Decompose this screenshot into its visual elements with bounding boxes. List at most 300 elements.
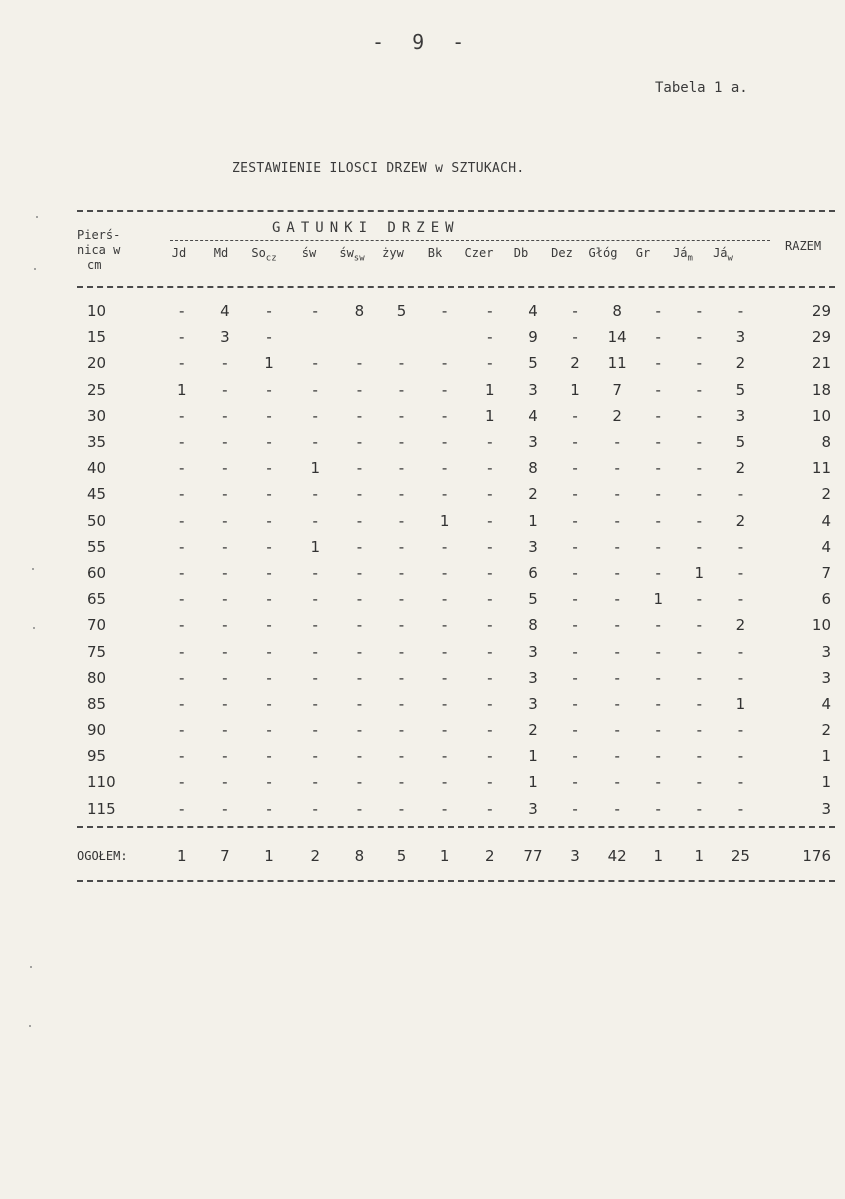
count-cell: - <box>696 747 703 766</box>
table-row <box>77 769 835 795</box>
count-cell: - <box>398 537 405 556</box>
count-cell: - <box>356 747 363 766</box>
count-cell: - <box>737 642 744 661</box>
table-row <box>77 638 835 664</box>
count-cell: 7 <box>612 380 622 399</box>
count-cell: - <box>487 668 493 687</box>
count-cell: - <box>572 302 578 321</box>
count-cell: 3 <box>528 694 538 713</box>
count-cell: - <box>655 668 661 687</box>
count-cell: 2 <box>612 406 622 425</box>
count-cell: - <box>441 406 448 425</box>
count-cell: - <box>356 694 363 713</box>
count-cell: - <box>398 433 405 452</box>
count-cell: - <box>696 799 703 818</box>
top-rule <box>77 210 835 212</box>
totals-label: OGOŁEM: <box>77 849 128 863</box>
count-cell: - <box>572 721 578 740</box>
species-header <box>583 246 623 260</box>
count-cell: - <box>312 773 318 792</box>
count-cell: - <box>487 354 493 373</box>
count-cell: - <box>179 459 185 478</box>
count-cell: - <box>487 328 493 347</box>
count-cell: - <box>179 433 185 452</box>
scan-speck <box>36 216 38 218</box>
species-header <box>159 246 199 260</box>
count-cell: - <box>614 433 620 452</box>
count-cell: - <box>614 642 620 661</box>
species-header-label: Jd <box>171 246 187 260</box>
count-cell: - <box>487 537 493 556</box>
count-cell: - <box>696 459 703 478</box>
diameter-cell: 115 <box>87 799 116 818</box>
count-cell: - <box>312 302 318 321</box>
species-header-subscript: sw <box>353 253 365 264</box>
count-cell: 4 <box>528 302 538 321</box>
count-cell: - <box>696 406 703 425</box>
count-cell: - <box>737 747 744 766</box>
total-header: RAZEM <box>785 239 822 253</box>
scan-speck <box>30 966 32 968</box>
count-cell: - <box>398 590 405 609</box>
count-cell: - <box>441 537 448 556</box>
table-row <box>77 534 835 560</box>
table-row <box>77 403 835 429</box>
diameter-cell: 30 <box>87 406 107 425</box>
diameter-cell: 65 <box>87 590 107 609</box>
count-cell: - <box>572 590 578 609</box>
count-cell <box>293 324 338 350</box>
count-cell: 2 <box>735 511 746 530</box>
count-cell: - <box>266 459 272 478</box>
count-cell: 1 <box>176 380 187 399</box>
count-cell: - <box>441 485 448 504</box>
species-header-label: żyw <box>382 246 404 260</box>
species-header <box>289 246 329 260</box>
count-cell: - <box>572 773 578 792</box>
count-cell: - <box>179 406 185 425</box>
count-cell: - <box>266 511 272 530</box>
count-cell: - <box>312 406 318 425</box>
header-bottom-rule <box>77 286 835 288</box>
table-row <box>77 665 835 691</box>
count-cell: - <box>655 773 661 792</box>
count-cell: - <box>441 459 448 478</box>
count-cell: - <box>312 616 318 635</box>
count-cell: - <box>179 799 185 818</box>
count-cell: - <box>356 354 363 373</box>
species-total-cell: 77 <box>523 847 543 865</box>
count-cell: - <box>655 721 661 740</box>
count-cell: 1 <box>485 406 495 425</box>
count-cell: - <box>312 642 318 661</box>
count-cell: - <box>655 799 661 818</box>
count-cell: 1 <box>485 380 495 399</box>
count-cell: - <box>356 537 363 556</box>
count-cell: - <box>487 590 493 609</box>
count-cell: - <box>398 773 405 792</box>
count-cell: - <box>312 380 318 399</box>
count-cell: - <box>572 406 578 425</box>
species-header-label: Já <box>673 246 688 260</box>
count-cell: - <box>696 773 703 792</box>
count-cell: - <box>572 616 578 635</box>
count-cell: 4 <box>220 302 230 321</box>
count-cell: - <box>356 590 363 609</box>
species-total-cell: 3 <box>570 847 580 865</box>
row-total-cell: 4 <box>821 537 831 556</box>
count-cell: - <box>312 799 318 818</box>
count-cell: - <box>398 694 405 713</box>
document-title: ZESTAWIENIE ILOSCI DRZEW w SZTUKACH. <box>232 161 525 176</box>
count-cell: - <box>266 433 272 452</box>
count-cell: - <box>398 747 405 766</box>
count-cell: - <box>655 747 661 766</box>
count-cell: - <box>398 642 405 661</box>
count-cell: - <box>222 433 228 452</box>
diameter-cell: 50 <box>87 511 107 530</box>
species-total-cell: 2 <box>310 847 321 865</box>
count-cell: - <box>696 537 703 556</box>
count-cell: - <box>487 642 493 661</box>
count-cell: - <box>179 721 185 740</box>
row-total-cell: 4 <box>821 694 831 713</box>
count-cell: - <box>266 537 272 556</box>
count-cell: 1 <box>570 380 580 399</box>
count-cell: - <box>572 694 578 713</box>
species-total-cell: 7 <box>220 847 230 865</box>
count-cell: - <box>179 642 185 661</box>
count-cell: - <box>179 563 185 582</box>
row-total-cell: 4 <box>821 511 831 530</box>
count-cell: 4 <box>528 406 538 425</box>
row-total-cell: 6 <box>821 590 831 609</box>
count-cell: - <box>398 563 405 582</box>
count-cell: - <box>222 354 228 373</box>
count-cell: - <box>655 511 661 530</box>
count-cell: - <box>356 616 363 635</box>
species-header <box>501 246 541 260</box>
species-header <box>459 246 499 260</box>
species-header <box>373 246 413 260</box>
species-total-cell: 2 <box>485 847 495 865</box>
species-header <box>244 246 284 263</box>
count-cell: 2 <box>570 354 580 373</box>
count-cell: 5 <box>735 380 746 399</box>
count-cell: - <box>572 459 578 478</box>
count-cell: - <box>441 433 448 452</box>
count-cell: - <box>441 590 448 609</box>
count-cell: - <box>441 642 448 661</box>
count-cell: - <box>487 511 493 530</box>
diameter-cell: 45 <box>87 485 107 504</box>
species-header-subscript: w <box>727 253 733 264</box>
count-cell: - <box>487 459 493 478</box>
diameter-cell: 40 <box>87 459 107 478</box>
diameter-cell: 110 <box>87 773 116 792</box>
count-cell: - <box>398 354 405 373</box>
species-header-label: Já <box>713 246 728 260</box>
count-cell: - <box>266 773 272 792</box>
count-cell: - <box>222 511 228 530</box>
count-cell: - <box>614 563 620 582</box>
totals-row <box>77 843 835 869</box>
count-cell: - <box>312 668 318 687</box>
count-cell: 1 <box>735 694 746 713</box>
diameter-header-line3: cm <box>87 258 102 272</box>
count-cell: - <box>441 668 448 687</box>
count-cell: 1 <box>528 773 538 792</box>
body-bottom-rule <box>77 826 835 828</box>
species-total-cell: 8 <box>354 847 365 865</box>
count-cell: - <box>696 616 703 635</box>
species-total-cell: 1 <box>439 847 450 865</box>
table-row <box>77 298 835 324</box>
count-cell: - <box>614 590 620 609</box>
count-cell: - <box>266 302 272 321</box>
count-cell: - <box>441 799 448 818</box>
count-cell: - <box>737 485 744 504</box>
count-cell: 3 <box>220 328 230 347</box>
count-cell: - <box>441 694 448 713</box>
scan-speck <box>32 568 34 570</box>
count-cell: - <box>737 537 744 556</box>
count-cell: 1 <box>653 590 664 609</box>
species-total-cell: 5 <box>396 847 407 865</box>
count-cell: - <box>655 563 661 582</box>
count-cell: - <box>614 485 620 504</box>
count-cell: - <box>356 511 363 530</box>
row-total-cell: 21 <box>811 354 831 373</box>
count-cell: 5 <box>528 354 538 373</box>
count-cell: - <box>655 302 661 321</box>
diameter-cell: 15 <box>87 328 107 347</box>
count-cell: - <box>179 511 185 530</box>
count-cell: - <box>222 668 228 687</box>
group-rule <box>170 240 770 241</box>
count-cell: 8 <box>612 302 622 321</box>
count-cell: - <box>222 406 228 425</box>
count-cell: 2 <box>735 354 746 373</box>
diameter-header-line1: Pierś- <box>77 228 121 242</box>
count-cell: - <box>614 459 620 478</box>
species-header-label: Głóg <box>588 246 618 260</box>
species-total-cell: 1 <box>694 847 705 865</box>
count-cell: - <box>487 563 493 582</box>
count-cell: - <box>572 328 578 347</box>
species-header-label: Db <box>513 246 529 260</box>
row-total-cell: 3 <box>821 668 831 687</box>
count-cell: - <box>398 721 405 740</box>
count-cell: 1 <box>310 459 321 478</box>
count-cell: - <box>487 799 493 818</box>
count-cell: - <box>655 354 661 373</box>
count-cell: - <box>655 380 661 399</box>
count-cell: - <box>441 563 448 582</box>
count-cell: - <box>737 302 744 321</box>
count-cell: - <box>179 354 185 373</box>
count-cell: - <box>655 328 661 347</box>
count-cell: 9 <box>528 328 538 347</box>
count-cell: - <box>737 799 744 818</box>
count-cell: - <box>655 694 661 713</box>
count-cell: - <box>614 747 620 766</box>
totals-bottom-rule <box>77 880 835 882</box>
count-cell: - <box>356 642 363 661</box>
count-cell: - <box>737 563 744 582</box>
count-cell: - <box>655 406 661 425</box>
count-cell: - <box>572 799 578 818</box>
count-cell: - <box>266 616 272 635</box>
table-row <box>77 455 835 481</box>
table-row <box>77 586 835 612</box>
table-row <box>77 324 835 350</box>
count-cell: - <box>356 380 363 399</box>
species-header-label: Dez <box>551 246 573 260</box>
count-cell: - <box>356 406 363 425</box>
species-header-subscript: m <box>687 253 693 264</box>
count-cell: 8 <box>528 459 538 478</box>
count-cell: - <box>222 773 228 792</box>
species-total-cell: 42 <box>607 847 627 865</box>
count-cell: - <box>179 694 185 713</box>
table-row <box>77 612 835 638</box>
diameter-cell: 75 <box>87 642 107 661</box>
count-cell: - <box>222 485 228 504</box>
count-cell: 3 <box>528 799 538 818</box>
count-cell: - <box>222 563 228 582</box>
count-cell: - <box>266 747 272 766</box>
count-cell: - <box>487 721 493 740</box>
species-header <box>703 246 743 263</box>
count-cell: 11 <box>607 354 627 373</box>
grand-total-cell: 176 <box>802 847 831 865</box>
count-cell: - <box>655 537 661 556</box>
table-row <box>77 429 835 455</box>
count-cell: - <box>398 799 405 818</box>
row-total-cell: 1 <box>821 773 831 792</box>
count-cell: - <box>356 485 363 504</box>
count-cell: - <box>696 433 703 452</box>
count-cell: - <box>266 328 272 347</box>
count-cell: - <box>614 694 620 713</box>
count-cell: 14 <box>607 328 627 347</box>
count-cell: - <box>356 459 363 478</box>
count-cell: - <box>266 380 272 399</box>
count-cell: - <box>398 406 405 425</box>
count-cell: 1 <box>528 747 538 766</box>
table-row <box>77 717 835 743</box>
table-row <box>77 743 835 769</box>
count-cell: - <box>266 485 272 504</box>
count-cell: - <box>572 668 578 687</box>
row-total-cell: 2 <box>821 721 831 740</box>
count-cell: - <box>696 328 703 347</box>
count-cell: - <box>614 799 620 818</box>
count-cell: 3 <box>528 642 538 661</box>
count-cell: - <box>696 668 703 687</box>
count-cell: - <box>312 590 318 609</box>
count-cell: - <box>696 354 703 373</box>
row-total-cell: 3 <box>821 642 831 661</box>
count-cell: - <box>737 590 744 609</box>
count-cell <box>338 324 381 350</box>
count-cell: - <box>179 537 185 556</box>
species-header-label: św <box>301 246 317 260</box>
diameter-header <box>77 228 120 273</box>
count-cell: - <box>266 694 272 713</box>
diameter-cell: 95 <box>87 747 107 766</box>
species-header <box>201 246 241 260</box>
diameter-cell: 20 <box>87 354 107 373</box>
scan-speck <box>34 268 36 270</box>
count-cell: - <box>312 563 318 582</box>
species-header-subscript: cz <box>265 253 277 264</box>
diameter-cell: 25 <box>87 380 107 399</box>
count-cell: - <box>614 668 620 687</box>
species-header <box>332 246 372 263</box>
count-cell: - <box>312 354 318 373</box>
count-cell: - <box>441 302 448 321</box>
species-total-cell: 1 <box>653 847 664 865</box>
count-cell <box>422 324 467 350</box>
count-cell: - <box>312 433 318 452</box>
count-cell: - <box>441 380 448 399</box>
diameter-cell: 60 <box>87 563 107 582</box>
count-cell: 3 <box>528 668 538 687</box>
scan-speck <box>33 627 35 629</box>
count-cell: - <box>179 747 185 766</box>
count-cell: 5 <box>396 302 407 321</box>
count-cell: - <box>572 642 578 661</box>
count-cell: - <box>398 380 405 399</box>
count-cell: - <box>222 380 228 399</box>
count-cell: - <box>614 616 620 635</box>
row-total-cell: 8 <box>821 433 831 452</box>
diameter-cell: 80 <box>87 668 107 687</box>
count-cell: 3 <box>528 537 538 556</box>
count-cell: - <box>312 694 318 713</box>
count-cell: - <box>487 485 493 504</box>
count-cell: 8 <box>528 616 538 635</box>
table-row <box>77 796 835 822</box>
row-total-cell: 29 <box>811 302 831 321</box>
row-total-cell: 29 <box>811 328 831 347</box>
species-header-label: Gr <box>635 246 651 260</box>
count-cell: - <box>441 721 448 740</box>
count-cell: - <box>441 354 448 373</box>
count-cell: 6 <box>528 563 538 582</box>
count-cell: - <box>398 616 405 635</box>
count-cell: - <box>487 773 493 792</box>
species-header <box>542 246 582 260</box>
row-total-cell: 10 <box>811 616 831 635</box>
count-cell: - <box>614 537 620 556</box>
species-header <box>623 246 663 260</box>
count-cell: - <box>696 642 703 661</box>
page-number: - 9 - <box>372 30 473 54</box>
count-cell: - <box>266 406 272 425</box>
diameter-cell: 55 <box>87 537 107 556</box>
count-cell: - <box>572 511 578 530</box>
count-cell: 1 <box>310 537 321 556</box>
diameter-cell: 10 <box>87 302 107 321</box>
count-cell: - <box>441 616 448 635</box>
count-cell: - <box>572 537 578 556</box>
count-cell: 1 <box>528 511 538 530</box>
count-cell: 3 <box>528 433 538 452</box>
count-cell: - <box>737 773 744 792</box>
